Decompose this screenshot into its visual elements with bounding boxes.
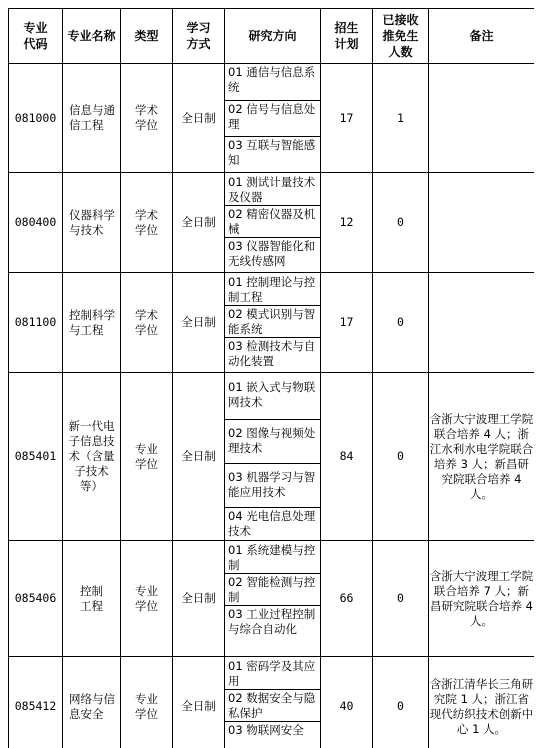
header-admitted: 已接收推免生人数	[373, 9, 429, 64]
study-mode: 全日制	[173, 657, 225, 748]
direction-item: 02 信号与信息处理	[225, 100, 320, 136]
admitted-count: 0	[373, 273, 429, 373]
major-name: 信息与通信工程	[63, 64, 121, 173]
direction-item: 02 图像与视频处理技术	[225, 420, 320, 464]
major-code: 085406	[9, 541, 63, 657]
direction-item: 01 控制理论与控制工程	[225, 274, 320, 306]
major-code: 081100	[9, 273, 63, 373]
degree-type: 专业学位	[121, 657, 173, 748]
degree-type: 学术学位	[121, 64, 173, 173]
admitted-count: 0	[373, 541, 429, 657]
direction-item: 02 智能检测与控制	[225, 574, 320, 606]
header-direction: 研究方向	[225, 9, 321, 64]
direction-item: 03 互联与智能感知	[228, 137, 316, 167]
enrollment-table	[8, 8, 534, 748]
remark: 含浙大宁波理工学院联合培养 7 人；新昌研究院联合培养 4 人。	[429, 541, 535, 657]
enrollment-plan: 12	[321, 173, 373, 273]
header-name: 专业名称	[63, 9, 121, 64]
direction-list	[225, 273, 321, 373]
remark	[429, 173, 535, 273]
direction-list	[225, 173, 321, 273]
degree-type: 专业学位	[121, 541, 173, 657]
degree-type: 学术学位	[121, 273, 173, 373]
remark: 含浙大宁波理工学院联合培养 4 人；浙江水利水电学院联合培养 3 人；新昌研究院联合培养 4 人。	[429, 373, 535, 541]
direction-item: 02 数据安全与隐私保护	[225, 690, 320, 722]
admitted-count: 1	[373, 64, 429, 173]
header-plan: 招生计划	[321, 9, 373, 64]
enrollment-plan: 17	[321, 64, 373, 173]
degree-type: 学术学位	[121, 173, 173, 273]
table-row	[9, 173, 535, 273]
direction-item: 03 仪器智能化和无线传感网	[228, 239, 316, 268]
admitted-count: 0	[373, 173, 429, 273]
enrollment-plan: 17	[321, 273, 373, 373]
enrollment-plan: 84	[321, 373, 373, 541]
admitted-count: 0	[373, 657, 429, 748]
direction-item: 01 系统建模与控制	[225, 542, 320, 574]
table-row	[9, 541, 535, 657]
table-row	[9, 373, 535, 541]
major-name: 网络与信息安全	[63, 657, 121, 748]
table-row	[9, 273, 535, 373]
direction-list	[225, 373, 321, 541]
direction-item: 03 物联网安全	[228, 723, 304, 737]
direction-item: 03 检测技术与自动化装置	[228, 339, 316, 368]
remark	[429, 273, 535, 373]
direction-item: 01 通信与信息系统	[225, 64, 320, 100]
enrollment-plan: 66	[321, 541, 373, 657]
header-mode: 学习方式	[173, 9, 225, 64]
header-code: 专业代码	[9, 9, 63, 64]
study-mode: 全日制	[173, 64, 225, 173]
study-mode: 全日制	[173, 541, 225, 657]
direction-item: 02 模式识别与智能系统	[225, 306, 320, 338]
major-name: 控制科学与工程	[63, 273, 121, 373]
remark	[429, 64, 535, 173]
study-mode: 全日制	[173, 173, 225, 273]
major-code: 080400	[9, 173, 63, 273]
major-name: 控制工程	[63, 541, 121, 657]
direction-item: 01 测试计量技术及仪器	[225, 174, 320, 206]
direction-item: 04 光电信息处理技术	[228, 509, 316, 538]
remark: 含浙江清华长三角研究院 1 人；浙江省现代纺织技术创新中心 1 人。	[429, 657, 535, 748]
direction-list	[225, 541, 321, 657]
study-mode: 全日制	[173, 273, 225, 373]
header-row	[9, 9, 535, 64]
admitted-count: 0	[373, 373, 429, 541]
degree-type: 专业学位	[121, 373, 173, 541]
direction-item: 01 密码学及其应用	[225, 658, 320, 690]
study-mode: 全日制	[173, 373, 225, 541]
major-code: 081000	[9, 64, 63, 173]
direction-list	[225, 657, 321, 748]
major-name: 仪器科学与技术	[63, 173, 121, 273]
major-code: 085412	[9, 657, 63, 748]
direction-item: 03 机器学习与智能应用技术	[225, 464, 320, 508]
header-note: 备注	[429, 9, 535, 64]
page	[8, 8, 534, 748]
direction-item: 03 工业过程控制与综合自动化	[228, 607, 316, 636]
major-name: 新一代电子信息技术（含量子技术等）	[63, 373, 121, 541]
table-row	[9, 657, 535, 748]
header-type: 类型	[121, 9, 173, 64]
table-row	[9, 64, 535, 173]
direction-item: 01 嵌入式与物联网技术	[225, 374, 320, 420]
direction-list	[225, 64, 321, 173]
major-code: 085401	[9, 373, 63, 541]
direction-item: 02 精密仪器及机械	[225, 206, 320, 238]
enrollment-plan: 40	[321, 657, 373, 748]
